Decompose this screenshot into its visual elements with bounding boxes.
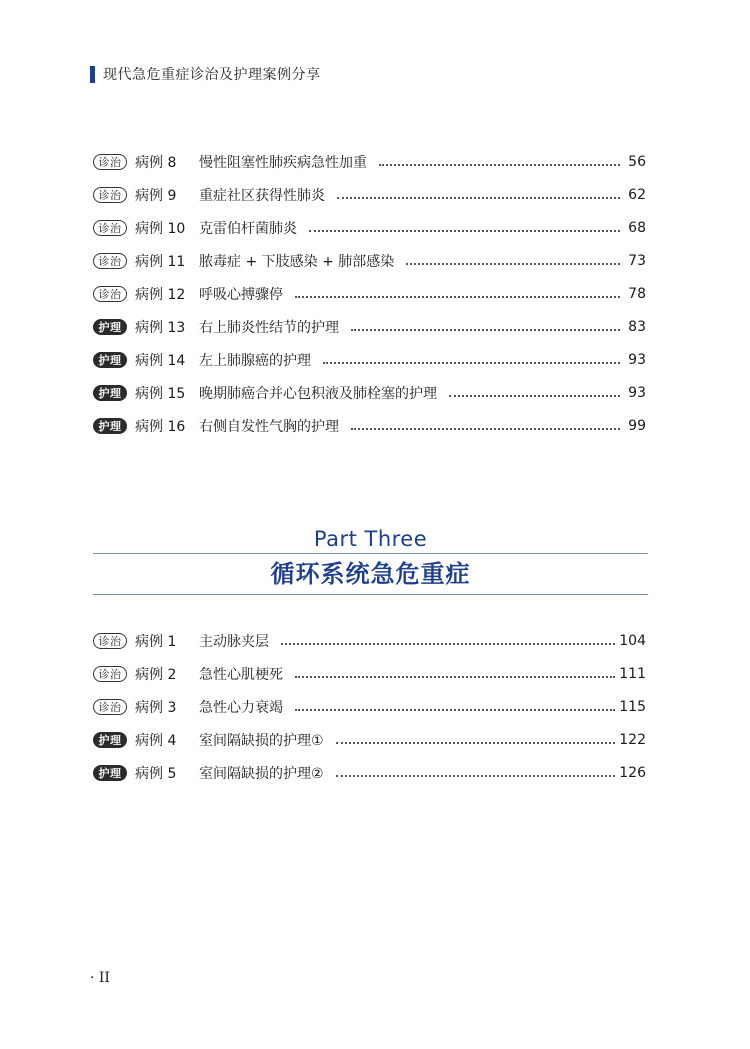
page-ref: 126 [619,764,646,781]
diagnosis-badge: 诊治 [93,253,127,269]
book-title: 现代急危重症诊治及护理案例分享 [103,67,321,83]
case-number: 病例 15 [135,385,186,402]
page-ref: 73 [628,252,646,269]
toc-entry[interactable] [93,343,646,376]
running-header [90,64,321,84]
case-number: 病例 3 [135,699,177,716]
page-ref: 122 [619,731,646,748]
case-title: 晚期肺癌合并心包积液及肺栓塞的护理 [199,385,437,402]
part-divider-bottom [93,594,648,595]
case-title: 呼吸心搏骤停 [199,286,283,303]
toc-entry[interactable] [93,178,646,211]
toc-entry[interactable] [93,624,646,657]
toc-entry[interactable] [93,211,646,244]
toc-entry[interactable] [93,657,646,690]
page-ref: 104 [619,632,646,649]
diagnosis-badge: 诊治 [93,633,127,649]
dot-leader [295,296,620,298]
dot-leader [295,709,615,711]
page-ref: 93 [628,384,646,401]
page-ref: 83 [628,318,646,335]
part-label: Part Three [313,527,428,551]
toc-entry[interactable] [93,756,646,789]
case-title: 右侧自发性气胸的护理 [199,418,339,435]
page-ref: 115 [619,698,646,715]
toc-entry[interactable] [93,690,646,723]
toc-list-part-two [93,145,646,442]
toc-entry[interactable] [93,409,646,442]
case-title: 主动脉夹层 [199,633,269,650]
dot-leader [295,676,615,678]
toc-list-part-three [93,624,646,789]
case-number: 病例 1 [135,633,177,650]
nursing-badge: 护理 [93,732,127,748]
page-ref: 99 [628,417,646,434]
case-number: 病例 8 [135,154,177,171]
case-title: 右上肺炎性结节的护理 [199,319,339,336]
diagnosis-badge: 诊治 [93,699,127,715]
toc-entry[interactable] [93,310,646,343]
dot-leader [449,395,620,397]
toc-entry[interactable] [93,244,646,277]
case-title: 室间隔缺损的护理① [199,732,324,749]
case-title: 脓毒症 + 下肢感染 + 肺部感染 [199,253,395,270]
dot-leader [323,362,620,364]
diagnosis-badge: 诊治 [93,220,127,236]
dot-leader [336,775,616,777]
page-ref: 111 [619,665,646,682]
part-three-heading [93,525,648,595]
dot-leader [406,263,620,265]
case-number: 病例 9 [135,187,177,204]
dot-leader [351,428,620,430]
diagnosis-badge: 诊治 [93,154,127,170]
page-ref: 56 [628,153,646,170]
case-title: 急性心肌梗死 [199,666,283,683]
case-number: 病例 4 [135,732,177,749]
nursing-badge: 护理 [93,765,127,781]
case-title: 左上肺腺癌的护理 [199,352,311,369]
case-number: 病例 16 [135,418,186,435]
case-title: 室间隔缺损的护理② [199,765,324,782]
dot-leader [379,164,620,166]
header-accent-bar [90,66,95,83]
nursing-badge: 护理 [93,385,127,401]
case-number: 病例 5 [135,765,177,782]
case-title: 重症社区获得性肺炎 [199,187,325,204]
toc-entry[interactable] [93,145,646,178]
nursing-badge: 护理 [93,319,127,335]
case-title: 急性心力衰竭 [199,699,283,716]
part-title: 循环系统急危重症 [270,560,471,588]
toc-entry[interactable] [93,277,646,310]
dot-leader [309,230,620,232]
case-number: 病例 14 [135,352,186,369]
case-number: 病例 11 [135,253,186,270]
dot-leader [351,329,620,331]
case-number: 病例 10 [135,220,186,237]
diagnosis-badge: 诊治 [93,187,127,203]
diagnosis-badge: 诊治 [93,286,127,302]
page-number: · II [90,970,110,986]
page-ref: 78 [628,285,646,302]
dot-leader [336,742,616,744]
case-number: 病例 13 [135,319,186,336]
page-ref: 68 [628,219,646,236]
nursing-badge: 护理 [93,418,127,434]
page-ref: 93 [628,351,646,368]
nursing-badge: 护理 [93,352,127,368]
case-title: 克雷伯杆菌肺炎 [199,220,297,237]
dot-leader [337,197,620,199]
toc-entry[interactable] [93,723,646,756]
case-number: 病例 12 [135,286,186,303]
case-title: 慢性阻塞性肺疾病急性加重 [199,154,367,171]
diagnosis-badge: 诊治 [93,666,127,682]
page-ref: 62 [628,186,646,203]
dot-leader [281,643,615,645]
case-number: 病例 2 [135,666,177,683]
toc-entry[interactable] [93,376,646,409]
